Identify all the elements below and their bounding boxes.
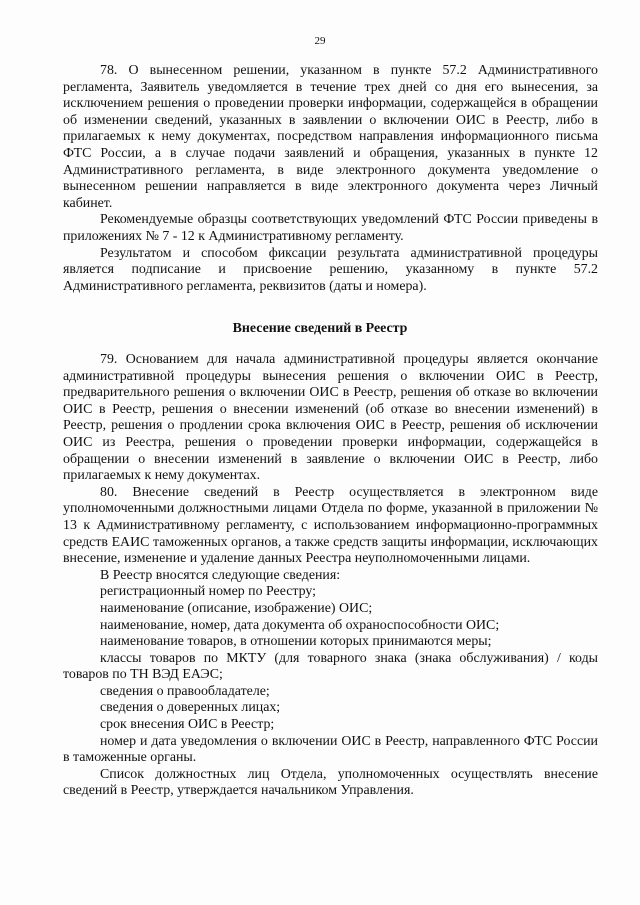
list-item: регистрационный номер по Реестру;	[100, 584, 317, 600]
paragraph-78: 78. О вынесенном решении, указанном в пункте 57.2 Административного регламента, Заявитель уведомляется в течение трех дней со дня его вынесения, за исключением решения о проведении проверки информации, содержащейся в обращении об изменении сведений, указанных в заявлении о включении ОИС в Реестр, либо в прилагаемых к нему документах, посредством направления информационного письма ФТС России, а в случае подачи заявлений и обращения, указанных в пункте 12 Административного регламента, в виде электронного документа уведомление о вынесенном решении направляется в виде электронного документа через Личный кабинет.	[63, 63, 598, 211]
paragraph-recommended-forms: Рекомендуемые образцы соответствующих уведомлений ФТС России приведены в приложениях № 7 - 12 к Административному регламенту.	[63, 212, 598, 244]
list-item: сведения о доверенных лицах;	[100, 700, 281, 716]
list-item: наименование товаров, в отношении которых принимаются меры;	[100, 634, 492, 650]
list-item: наименование, номер, дата документа об охраноспособности ОИС;	[100, 617, 500, 633]
paragraph-closing: Список должностных лиц Отдела, уполномоченных осуществлять внесение сведений в Реестр, утверждается начальником Управления.	[63, 766, 598, 799]
paragraph-result: Результатом и способом фиксации результата административной процедуры является подписание и присвоение решению, указанному в пункте 57.2 Административного регламента, реквизитов (даты и номера).	[63, 245, 598, 294]
list-intro: В Реестр вносятся следующие сведения:	[100, 567, 341, 583]
paragraph-79: 79. Основанием для начала административной процедуры является окончание административной процедуры вынесения решения о включении ОИС в Реестр, предварительного решения о включении ОИС в Реестр, решения об отказе во включении ОИС в Реестр, решения о внесении изменений (об отказе во внесении изменений) в Реестр, решения о продлении срока включения ОИС в Реестр, решения об исключении ОИС из Реестра, решения о проведении проверки информации, содержащейся в обращении о внесении изменений в заявление о включении ОИС в Реестр, либо прилагаемых к нему документах.	[63, 352, 598, 484]
list-item: сведения о правообладателе;	[100, 683, 270, 699]
section-notification	[63, 63, 598, 295]
list-item: наименование (описание, изображение) ОИС;	[100, 600, 373, 616]
list-item: классы товаров по МКТУ (для товарного знака (знака обслуживания) / коды товаров по ТН ВЭД ЕАЭС;	[63, 650, 598, 683]
paragraph-80: 80. Внесение сведений в Реестр осуществляется в электронном виде уполномоченными должностными лицами Отдела по форме, указанной в приложении № 13 к Административному регламенту, с использованием информационно-программных средств ЕАИС таможенных органов, а также средств защиты информации, исключающих внесение, изменение и удаление данных Реестра неуполномоченными лицами.	[63, 484, 598, 567]
section-heading: Внесение сведений в Реестр	[232, 321, 408, 336]
list-item: номер и дата уведомления о включении ОИС в Реестр, направленного ФТС России в таможенные органы.	[63, 733, 598, 766]
section-registry-entry	[63, 352, 598, 800]
page-number: 29	[314, 35, 326, 47]
list-item: срок внесения ОИС в Реестр;	[100, 717, 275, 733]
